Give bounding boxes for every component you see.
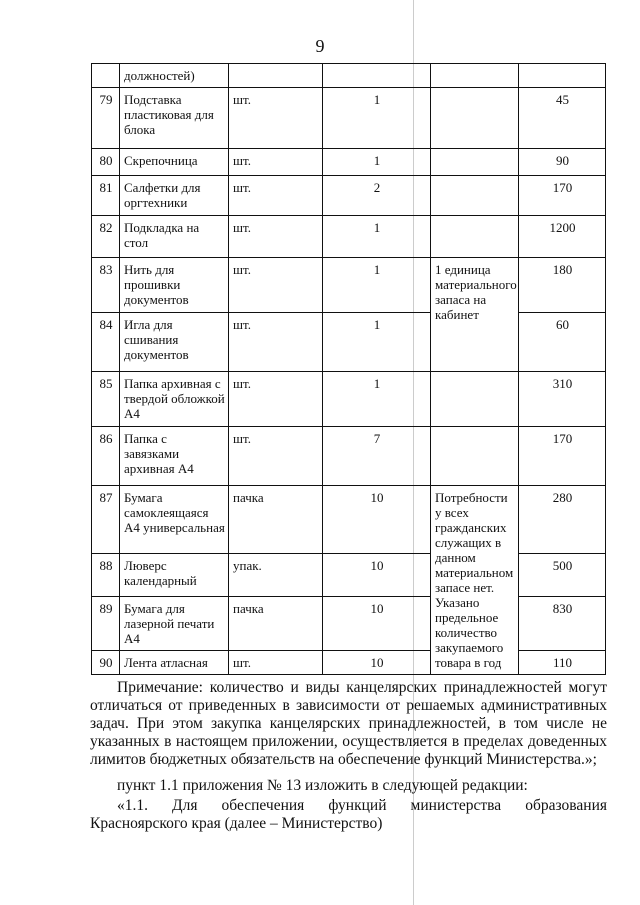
item-price: 90 (519, 149, 606, 176)
item-price: 170 (519, 176, 606, 216)
item-price: 280 (519, 486, 606, 554)
item-quantity: 1 (323, 88, 431, 149)
note-paragraph-start: Примечание: количество и виды канцелярских принадлежностей могут (117, 679, 607, 696)
item-unit: шт. (229, 651, 323, 675)
item-name: Бумага самоклеящаяся А4 универсальная (120, 486, 229, 554)
table-row (92, 597, 606, 651)
item-number: 80 (92, 149, 120, 176)
table-row (92, 372, 606, 427)
item-name: должностей) (120, 64, 229, 88)
item-quantity: 1 (323, 149, 431, 176)
note-paragraph (90, 679, 607, 769)
item-number: 85 (92, 372, 120, 427)
item-name: Лента атласная (120, 651, 229, 675)
table-row (92, 313, 606, 372)
item-price: 830 (519, 597, 606, 651)
item-unit: шт. (229, 149, 323, 176)
item-name: Салфетки для оргтехники (120, 176, 229, 216)
item-number: 86 (92, 427, 120, 486)
table-row (92, 554, 606, 597)
table-row (92, 216, 606, 258)
item-number: 81 (92, 176, 120, 216)
item-unit: пачка (229, 597, 323, 651)
item-price: 170 (519, 427, 606, 486)
item-unit: упак. (229, 554, 323, 597)
item-name: Игла для сшивания документов (120, 313, 229, 372)
item-number: 88 (92, 554, 120, 597)
item-number: 83 (92, 258, 120, 313)
table-row (92, 176, 606, 216)
page-number: 9 (315, 36, 325, 56)
item-name: Скрепочница (120, 149, 229, 176)
item-quantity: 10 (323, 554, 431, 597)
item-unit: шт. (229, 88, 323, 149)
item-price: 310 (519, 372, 606, 427)
note-one-unit-per-office: 1 единица материального запаса на кабинет (431, 258, 519, 372)
item-price: 1200 (519, 216, 606, 258)
item-price: 45 (519, 88, 606, 149)
item-quantity: 1 (323, 313, 431, 372)
item-price: 180 (519, 258, 606, 313)
item-quantity: 1 (323, 258, 431, 313)
item-name: Нить для прошивки документов (120, 258, 229, 313)
item-quantity: 2 (323, 176, 431, 216)
table-row (92, 427, 606, 486)
item-unit: шт. (229, 176, 323, 216)
item-number: 90 (92, 651, 120, 675)
quote-paragraph: «1.1. Для обеспечения функций министерства образования Красноярского края (далее – Министерство) (90, 797, 607, 832)
item-number: 82 (92, 216, 120, 258)
item-name: Подкладка на стол (120, 216, 229, 258)
item-quantity: 1 (323, 372, 431, 427)
item-number: 89 (92, 597, 120, 651)
item-name: Бумага для лазерной печати А4 (120, 597, 229, 651)
note-paragraph-rest: отличаться от приведенных в зависимости от решаемых административных задач. При этом закупка канцелярских принадлежностей, в том числе не указанных в настоящем приложении, осуществляется в пределах доведенных лимитов бюджетных обязательств на обеспечение функций Министерства.»; (90, 697, 607, 768)
item-number: 84 (92, 313, 120, 372)
table-row (92, 651, 606, 675)
item-quantity: 10 (323, 651, 431, 675)
table-row (92, 88, 606, 149)
item-price: 60 (519, 313, 606, 372)
supplies-table (91, 63, 606, 675)
table-row (92, 258, 606, 313)
item-unit: шт. (229, 427, 323, 486)
note-annual-limit: Потребности у всех гражданских служащих в данном материальном запасе нет. Указано предельное количество закупаемого товара в год (431, 486, 519, 675)
table-row (92, 149, 606, 176)
item-name: Папка архивная с твердой обложкой А4 (120, 372, 229, 427)
item-unit: шт. (229, 313, 323, 372)
item-name: Подставка пластиковая для блока (120, 88, 229, 149)
item-unit: шт. (229, 372, 323, 427)
item-name: Люверс календарный (120, 554, 229, 597)
item-quantity: 1 (323, 216, 431, 258)
item-name: Папка с завязками архивная А4 (120, 427, 229, 486)
item-price: 500 (519, 554, 606, 597)
item-number: 87 (92, 486, 120, 554)
table-row (92, 64, 606, 88)
item-unit: пачка (229, 486, 323, 554)
item-unit: шт. (229, 258, 323, 313)
item-number: 79 (92, 88, 120, 149)
item-quantity: 10 (323, 597, 431, 651)
item-price: 110 (519, 651, 606, 675)
table-row (92, 486, 606, 554)
item-paragraph: пункт 1.1 приложения № 13 изложить в следующей редакции: (117, 777, 528, 794)
item-unit: шт. (229, 216, 323, 258)
item-quantity: 10 (323, 486, 431, 554)
item-quantity: 7 (323, 427, 431, 486)
